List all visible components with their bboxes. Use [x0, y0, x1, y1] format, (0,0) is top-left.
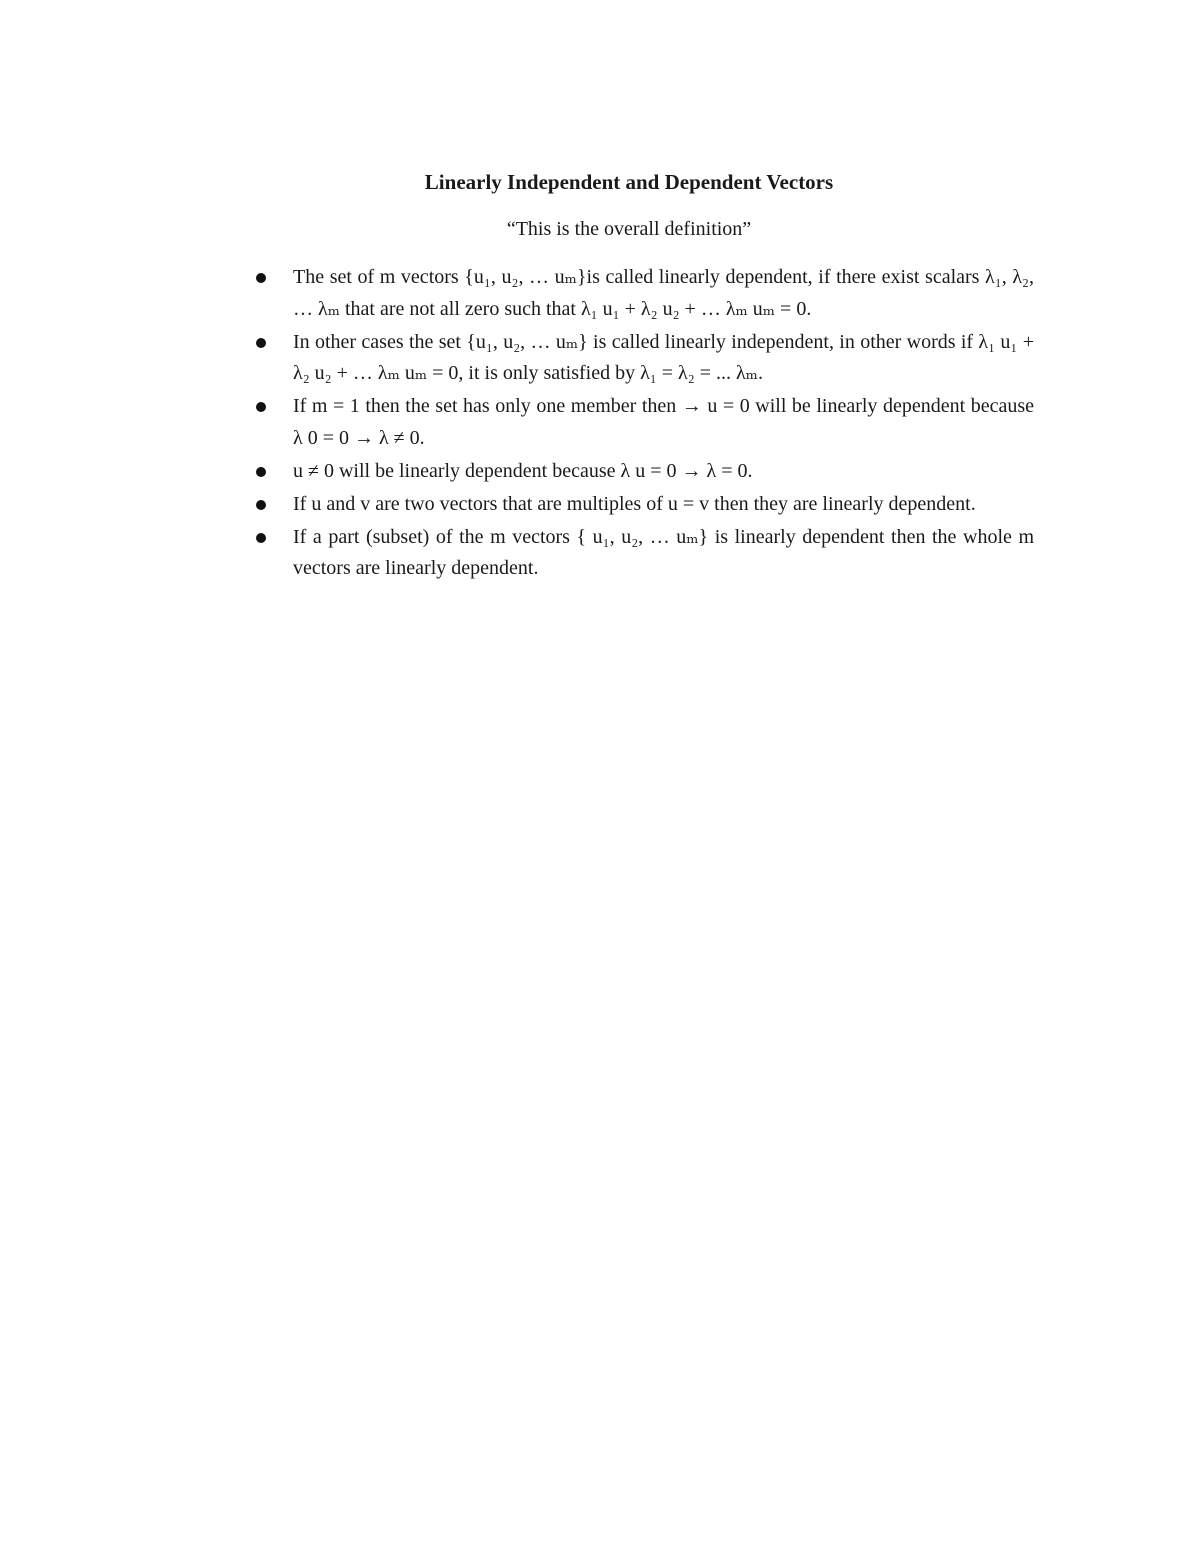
bullet-text: If a part (subset) of the m vectors { u₁, u₂, … uₘ} is linearly dependent then the whole m vectors are linearly dependent. — [293, 525, 1034, 579]
bullet-icon — [256, 500, 266, 510]
bullet-icon — [256, 402, 266, 412]
document-title: Linearly Independent and Dependent Vectors — [424, 170, 834, 194]
bullet-item — [252, 391, 1034, 454]
bullet-text: In other cases the set {u₁, u₂, … uₘ} is called linearly independent, in other words if λ₁ u₁ + λ₂ u₂ + … λₘ uₘ = 0, it is only satisfied by λ₁ = λ₂ = ... λₘ. — [293, 330, 1034, 384]
bullet-icon — [256, 533, 266, 543]
bullet-item — [252, 489, 1034, 521]
document-subtitle: “This is the overall definition” — [506, 218, 752, 240]
bullet-icon — [256, 338, 266, 348]
bullet-text: u ≠ 0 will be linearly dependent because λ u = 0 → λ = 0. — [293, 459, 753, 482]
bullet-icon — [256, 273, 266, 283]
bullet-text: The set of m vectors {u₁, u₂, … uₘ}is called linearly dependent, if there exist scalars λ₁, λ₂, … λₘ that are not all zero such that λ₁ u₁ + λ₂ u₂ + … λₘ uₘ = 0. — [293, 266, 1034, 320]
bullet-text: If u and v are two vectors that are multiples of u = v then they are linearly dependent. — [293, 492, 976, 515]
bullet-item — [252, 456, 1034, 488]
bullet-text: If m = 1 then the set has only one member then → u = 0 will be linearly dependent because λ 0 = 0 → λ ≠ 0. — [293, 395, 1034, 449]
bullet-item — [252, 262, 1034, 325]
bullet-item — [252, 522, 1034, 585]
bullet-list — [252, 262, 1034, 586]
bullet-item — [252, 327, 1034, 390]
bullet-icon — [256, 467, 266, 477]
